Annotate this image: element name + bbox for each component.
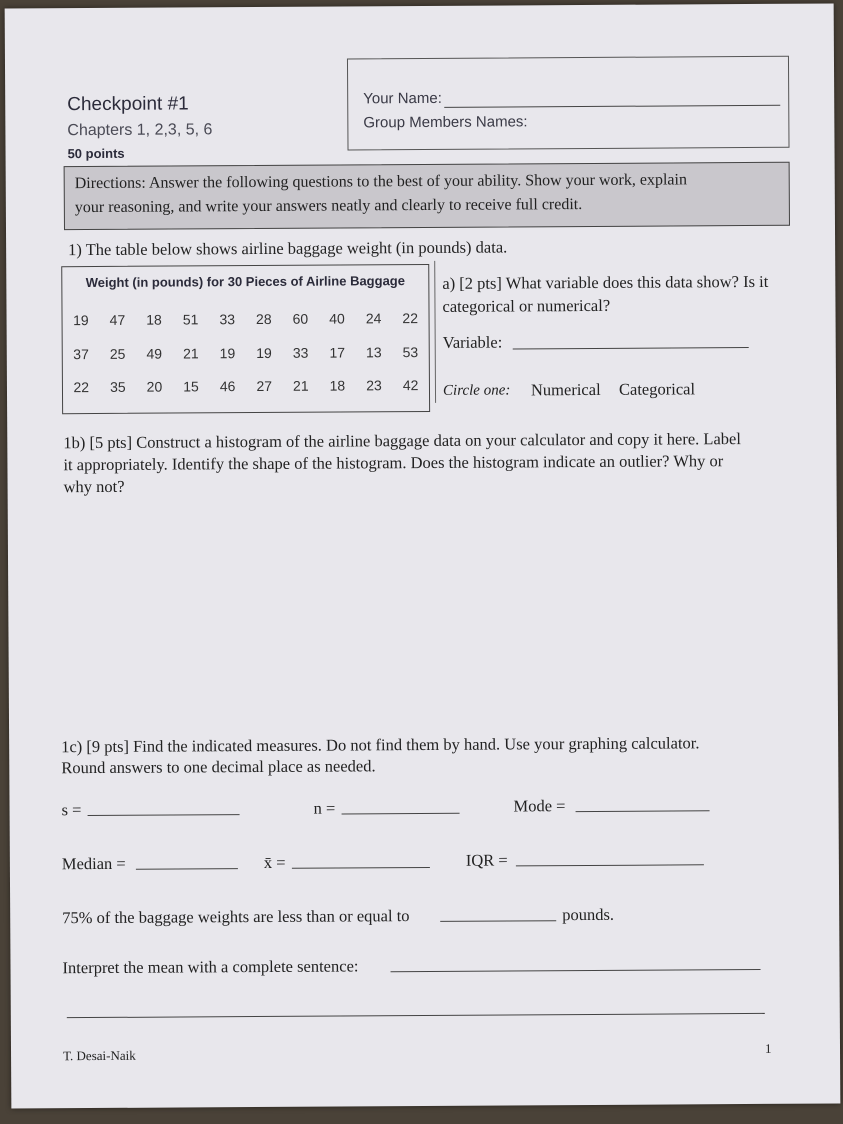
median-label: Median = bbox=[61, 853, 126, 874]
group-members-label: Group Members Names: bbox=[363, 113, 528, 132]
column-divider bbox=[434, 261, 436, 403]
table-cell: 18 bbox=[146, 311, 162, 328]
table-cell: 33 bbox=[292, 344, 309, 361]
mode-label: Mode = bbox=[513, 796, 566, 816]
q1c-line-2: Round answers to one decimal place as needed. bbox=[61, 756, 376, 778]
mean-answer-line[interactable] bbox=[292, 867, 430, 869]
table-cell: 49 bbox=[146, 345, 163, 362]
interpret-answer-line[interactable] bbox=[391, 969, 761, 972]
interpret-answer-line-2[interactable] bbox=[67, 1013, 765, 1018]
directions-box bbox=[64, 162, 790, 230]
table-cell: 46 bbox=[219, 378, 236, 395]
option-categorical[interactable]: Categorical bbox=[618, 379, 696, 399]
table-cell: 25 bbox=[109, 345, 126, 362]
table-cell: 33 bbox=[219, 311, 236, 328]
percentile-prompt: 75% of the baggage weights are less than or equal to bbox=[62, 906, 410, 928]
table-cell: 17 bbox=[329, 344, 346, 361]
table-cell: 21 bbox=[182, 345, 199, 362]
percentile-answer-line[interactable] bbox=[440, 920, 556, 922]
table-cell: 15 bbox=[183, 378, 199, 395]
table-cell: 19 bbox=[256, 344, 272, 362]
directions-line-1: Directions: Answer the following questions to the best of your ability. Show your work, explain bbox=[74, 171, 687, 193]
page-number: 1 bbox=[764, 1040, 772, 1056]
your-name-label: Your Name: bbox=[363, 89, 442, 108]
q1b-line-3: why not? bbox=[63, 476, 125, 497]
q1b-line-2: it appropriately. Identify the shape of the histogram. Does the histogram indicate an outlier? Why or bbox=[63, 451, 724, 475]
table-cell: 13 bbox=[365, 344, 382, 361]
table-cell: 53 bbox=[402, 344, 419, 361]
your-name-line[interactable] bbox=[444, 105, 780, 108]
iqr-answer-line[interactable] bbox=[516, 864, 704, 866]
q1-prompt: 1) The table below shows airline baggage weight (in pounds) data. bbox=[68, 237, 508, 260]
table-cell: 19 bbox=[73, 312, 89, 329]
table-cell: 27 bbox=[256, 377, 273, 395]
directions-line-2: your reasoning, and write your answers neatly and clearly to receive full credit. bbox=[74, 196, 583, 217]
table-row bbox=[63, 310, 429, 328]
variable-answer-line[interactable] bbox=[513, 347, 749, 349]
q1a-line-2: categorical or numerical? bbox=[442, 295, 611, 316]
mean-label: x̄ = bbox=[263, 852, 286, 872]
option-numerical[interactable]: Numerical bbox=[530, 379, 601, 400]
table-cell: 21 bbox=[292, 377, 309, 394]
table-cell: 42 bbox=[402, 377, 419, 394]
histogram-work-area[interactable] bbox=[64, 499, 795, 718]
table-cell: 37 bbox=[73, 346, 89, 363]
q1b-line-1: 1b) [5 pts] Construct a histogram of the airline baggage data on your calculator and copy it here. Label bbox=[63, 429, 742, 453]
table-cell: 22 bbox=[402, 310, 419, 327]
mode-answer-line[interactable] bbox=[576, 810, 710, 812]
median-answer-line[interactable] bbox=[136, 868, 238, 870]
table-cell: 24 bbox=[365, 310, 382, 327]
table-row bbox=[63, 377, 429, 395]
q1a-line-1: a) [2 pts] What variable does this data show? Is it bbox=[442, 271, 769, 293]
interpret-prompt: Interpret the mean with a complete sentence: bbox=[62, 956, 359, 978]
q1c-line-1: 1c) [9 pts] Find the indicated measures. Do not find them by hand. Use your graphing calculator. bbox=[61, 733, 700, 757]
chapters-text: Chapters 1, 2,3, 5, 6 bbox=[67, 121, 213, 140]
table-row bbox=[63, 344, 429, 362]
q1b-prompt bbox=[63, 428, 803, 499]
worksheet-page bbox=[5, 3, 841, 1108]
name-box bbox=[347, 56, 790, 151]
variable-label: Variable: bbox=[442, 332, 503, 352]
table-cell: 28 bbox=[255, 310, 272, 328]
table-cell: 35 bbox=[110, 378, 126, 395]
circle-one-label: Circle one: bbox=[442, 382, 511, 399]
points-text: 50 points bbox=[67, 145, 125, 162]
table-cell: 40 bbox=[329, 310, 345, 327]
pounds-label: pounds. bbox=[562, 904, 615, 925]
table-cell: 18 bbox=[329, 377, 346, 394]
table-cell: 47 bbox=[109, 311, 126, 328]
table-cell: 20 bbox=[146, 378, 163, 395]
baggage-data-table bbox=[61, 264, 430, 414]
table-cell: 22 bbox=[73, 379, 90, 396]
n-answer-line[interactable] bbox=[342, 813, 460, 815]
worksheet-title: Checkpoint #1 bbox=[67, 93, 189, 116]
q1c-prompt bbox=[61, 732, 801, 779]
s-answer-line[interactable] bbox=[88, 814, 240, 816]
iqr-label: IQR = bbox=[465, 850, 508, 870]
table-cell: 51 bbox=[182, 311, 199, 328]
table-cell: 23 bbox=[366, 377, 382, 394]
n-label: n = bbox=[313, 798, 336, 818]
table-cell: 19 bbox=[219, 345, 236, 362]
author-name: T. Desai-Naik bbox=[62, 1047, 136, 1064]
table-cell: 60 bbox=[292, 310, 309, 327]
table-title: Weight (in pounds) for 30 Pieces of Airline Baggage bbox=[85, 273, 405, 291]
s-label: s = bbox=[61, 800, 82, 820]
